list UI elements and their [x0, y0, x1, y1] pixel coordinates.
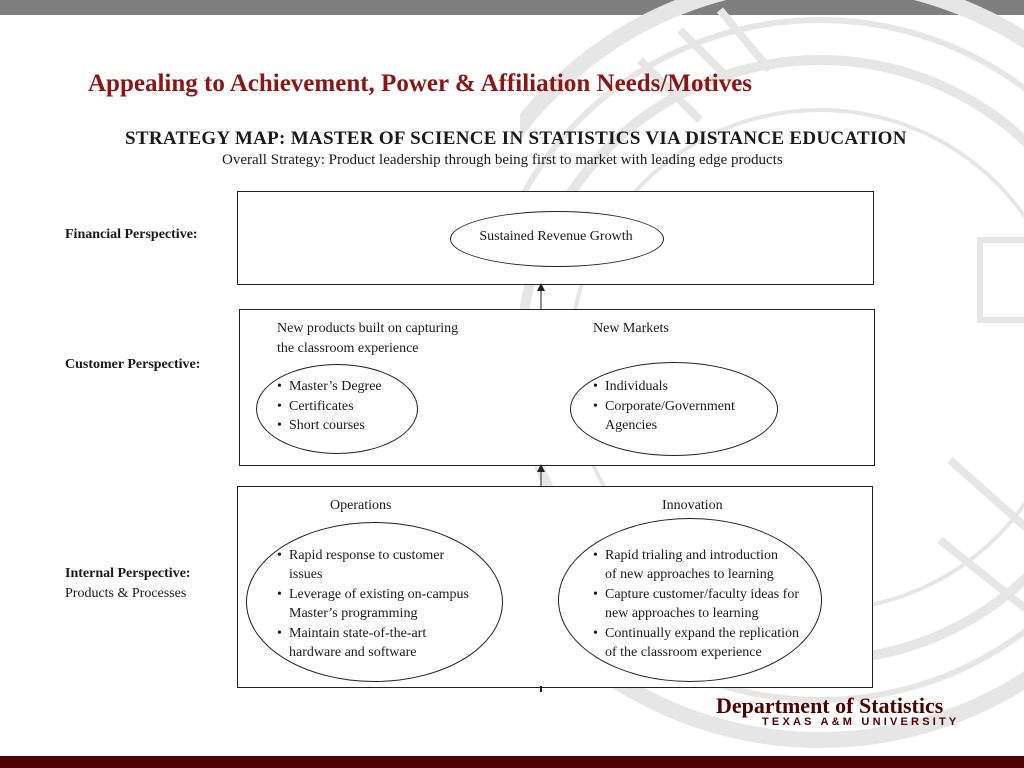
list-item: • Master’s Degree	[277, 377, 382, 397]
arrow-stub	[537, 686, 545, 692]
bullet-icon: •	[593, 626, 598, 641]
bullet-icon: •	[277, 548, 282, 563]
operations-item-2-line-1: Leverage of existing on-campus	[289, 587, 469, 602]
bullet-icon: •	[277, 626, 282, 641]
strategy-map-title: STRATEGY MAP: MASTER OF SCIENCE IN STATISTICS VIA DISTANCE EDUCATION	[125, 128, 907, 149]
innovation-item-2-line-1: Capture customer/faculty ideas for	[605, 587, 799, 602]
university-name: TEXAS A&M UNIVERSITY	[762, 716, 960, 728]
markets-item-continuation: Agencies	[605, 418, 658, 433]
bullet-icon: •	[277, 587, 282, 602]
operations-heading: Operations	[330, 498, 392, 513]
operations-item-3-line-2: hardware and software	[289, 645, 417, 660]
bullet-icon: •	[593, 548, 598, 563]
innovation-item-3-line-2: of the classroom experience	[605, 645, 762, 660]
products-list	[277, 377, 382, 436]
internal-perspective-label: Internal Perspective:	[65, 566, 191, 581]
bottom-bar	[0, 756, 1024, 768]
arrow-customer-to-financial	[535, 283, 547, 309]
financial-perspective-label: Financial Perspective:	[65, 227, 198, 242]
customer-left-heading-line-2: the classroom experience	[277, 341, 419, 356]
strategy-map-subtitle: Overall Strategy: Product leadership through being first to market with leading edge products	[222, 152, 783, 168]
operations-item-3-line-1: Maintain state-of-the-art	[289, 626, 427, 641]
financial-goal: Sustained Revenue Growth	[479, 229, 633, 244]
arrow-internal-to-customer	[535, 464, 547, 486]
customer-right-heading: New Markets	[593, 321, 669, 336]
customer-left-heading-line-1: New products built on capturing	[277, 321, 459, 336]
list-item: • Short courses	[277, 416, 382, 436]
list-item: • Individuals	[593, 377, 735, 397]
slide-title: Appealing to Achievement, Power & Affiliation Needs/Motives	[88, 70, 753, 97]
internal-perspective-sublabel: Products & Processes	[65, 586, 187, 601]
markets-list	[593, 377, 735, 416]
innovation-heading: Innovation	[662, 498, 723, 513]
innovation-item-1-line-2: of new approaches to learning	[605, 567, 774, 582]
innovation-item-2-line-2: new approaches to learning	[605, 606, 759, 621]
operations-item-1-line-2: issues	[289, 567, 323, 582]
operations-item-1-line-1: Rapid response to customer	[289, 548, 445, 563]
list-item: • Corporate/Government	[593, 397, 735, 417]
innovation-item-1-line-1: Rapid trialing and introduction	[605, 548, 779, 563]
bullet-icon: •	[593, 587, 598, 602]
operations-item-2-line-2: Master’s programming	[289, 606, 418, 621]
customer-perspective-label: Customer Perspective:	[65, 357, 201, 372]
list-item: • Certificates	[277, 397, 382, 417]
innovation-item-3-line-1: Continually expand the replication	[605, 626, 800, 641]
department-name: Department of Statistics	[716, 693, 944, 718]
